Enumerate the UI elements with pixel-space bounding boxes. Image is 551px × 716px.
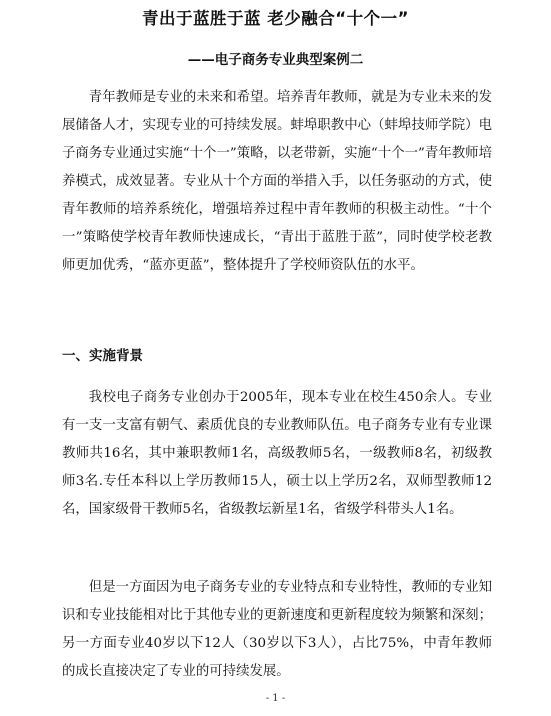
section-heading-background: 一、实施背景 (62, 348, 143, 364)
background-paragraph-1: 我校电子商务专业创办于2005年，现本专业在校生450余人。专业有一支一支富有朝气、素质优良的专业教师队伍。电子商务专业有专业课教师共16名，其中兼职教师1名，高级教师5名，一级教师8名，初级教师3名.专任本科以上学历教师15人，硕士以上学历2名，双师型教师12名，国家级骨干教师5名，省级教坛新星1名，省级学科带头人1名。 (62, 390, 492, 517)
intro-paragraph: 青年教师是专业的未来和希望。培养青年教师，就是为专业未来的发展储备人才，实现专业的可持续发展。蚌埠职教中心（蚌埠技师学院）电子商务专业通过实施“十个一”策略，以老带新，实施“十个一”青年教师培养模式，成效显著。专业从十个方面的举措入手，以任务驱动的方式，使青年教师的培养系统化，增强培养过程中青年教师的积极主动性。“十个一”策略使学校青年教师快速成长，“青出于蓝胜于蓝”，同时使学校老教师更加优秀，“蓝亦更蓝”，整体提升了学校师资队伍的水平。 (62, 90, 492, 273)
page-number: - 1 - (265, 693, 286, 704)
background-paragraph-2: 但是一方面因为电子商务专业的专业特点和专业特性，教师的专业知识和专业技能相对比于其他专业的更新速度和更新程度较为频繁和深刻；另一方面专业40岁以下12人（30岁以下3人），占比75%，中青年教师的成长直接决定了专业的可持续发展。 (62, 580, 492, 679)
document-subtitle: ——电子商务专业典型案例二 (187, 52, 364, 68)
document-title: 青出于蓝胜于蓝 老少融合“十个一” (142, 9, 409, 28)
